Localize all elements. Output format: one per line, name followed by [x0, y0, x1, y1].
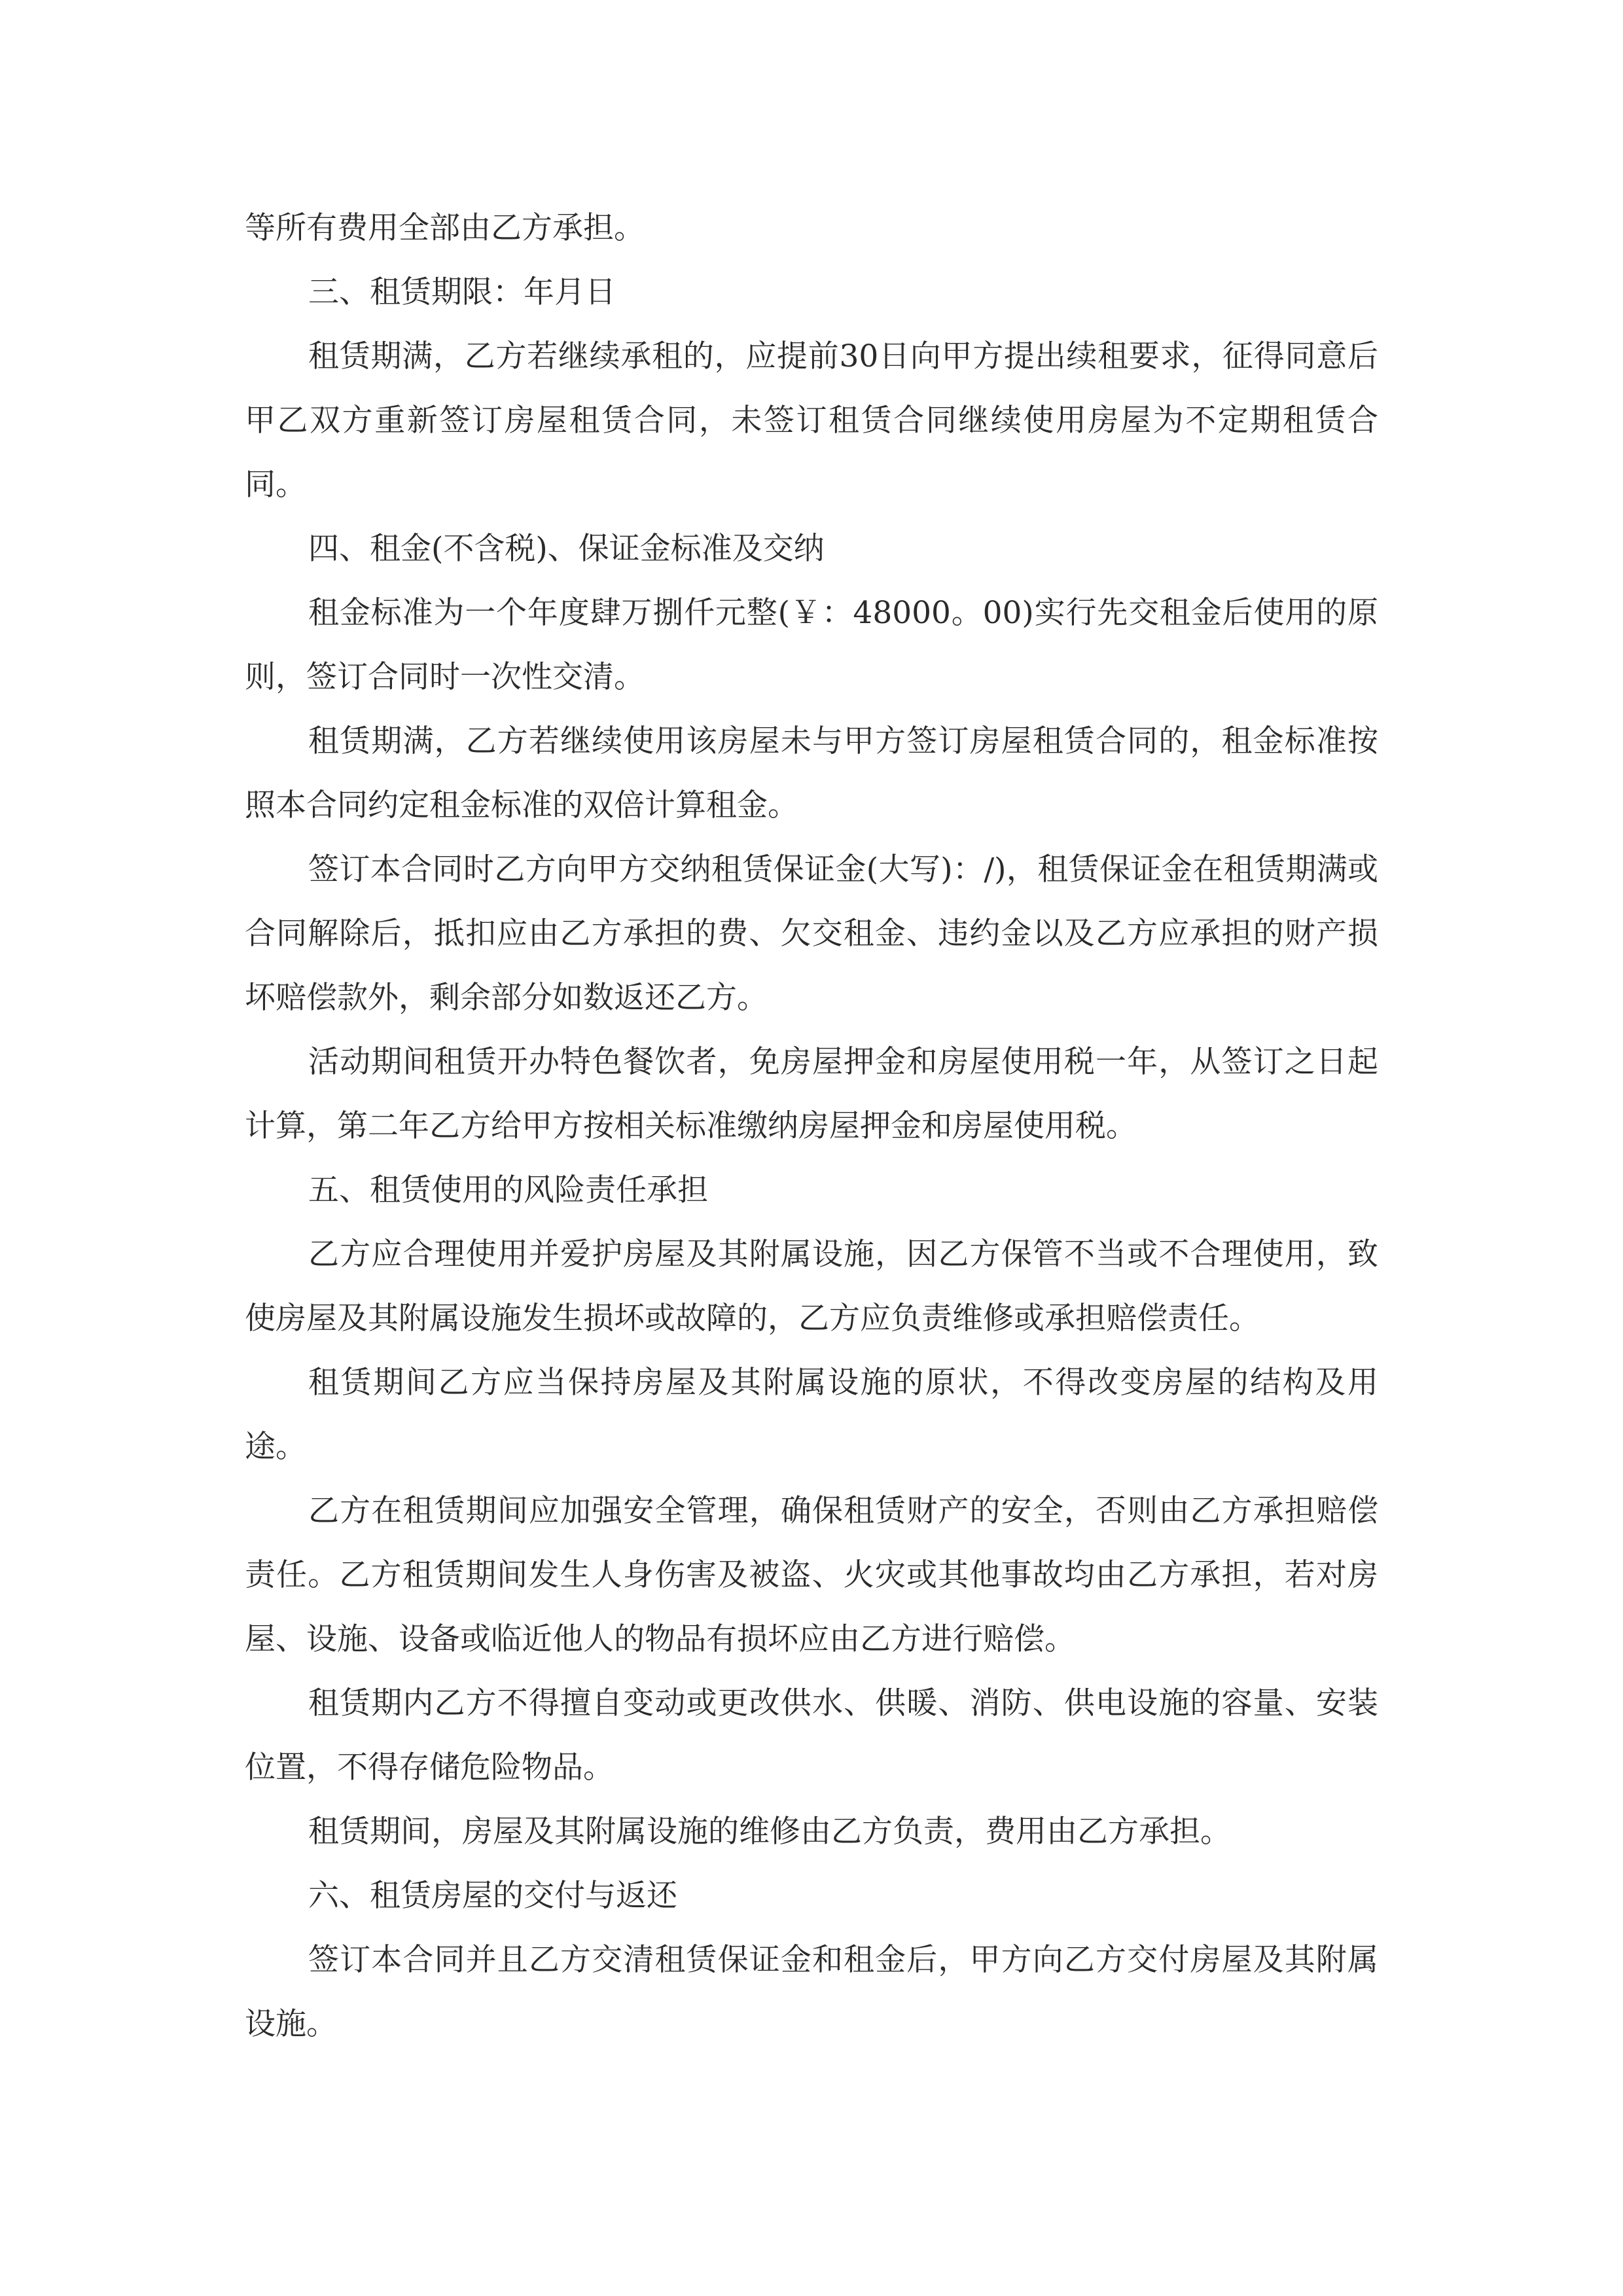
paragraph-overdue-rent: 租赁期满，乙方若继续使用该房屋未与甲方签订房屋租赁合同的，租金标准按照本合同约定租金标准的双倍计算租金。: [245, 723, 1378, 823]
paragraph-safety-management: 乙方在租赁期间应加强安全管理，确保租赁财产的安全，否则由乙方承担赔偿责任。乙方租赁期间发生人身伤害及被盗、火灾或其他事故均由乙方承担，若对房屋、设施、设备或临近他人的物品有损坏应由乙方进行赔偿。: [245, 1493, 1378, 1657]
paragraph-continuation: 等所有费用全部由乙方承担。: [245, 210, 645, 246]
section-heading-delivery-return: 六、租赁房屋的交付与返还: [308, 1878, 677, 1914]
paragraph-proper-use: 乙方应合理使用并爱护房屋及其附属设施，因乙方保管不当或不合理使用，致使房屋及其附属设施发生损坏或故障的，乙方应负责维修或承担赔偿责任。: [245, 1236, 1378, 1336]
paragraph-maintenance: 租赁期间，房屋及其附属设施的维修由乙方负责，费用由乙方承担。: [308, 1814, 1231, 1850]
document-body: [245, 196, 1378, 2056]
section-heading-rent-deposit: 四、租金(不含税)、保证金标准及交纳: [308, 531, 825, 567]
paragraph-preserve-structure: 租赁期间乙方应当保持房屋及其附属设施的原状，不得改变房屋的结构及用途。: [245, 1365, 1378, 1465]
paragraph-security-deposit: 签订本合同时乙方向甲方交纳租赁保证金(大写)：/)，租赁保证金在租赁期满或合同解除后，抵扣应由乙方承担的费、欠交租金、违约金以及乙方应承担的财产损坏赔偿款外，剩余部分如数返还乙方。: [245, 852, 1378, 1016]
section-heading-risk-liability: 五、租赁使用的风险责任承担: [308, 1172, 708, 1208]
paragraph-rent-standard: 租金标准为一个年度肆万捌仟元整(￥：48000。00)实行先交租金后使用的原则，签订合同时一次性交清。: [245, 595, 1378, 695]
paragraph-lease-renewal: 租赁期满，乙方若继续承租的，应提前30日向甲方提出续租要求，征得同意后甲乙双方重新签订房屋租赁合同，未签订租赁合同继续使用房屋为不定期租赁合同。: [245, 338, 1378, 503]
paragraph-facility-changes: 租赁期内乙方不得擅自变动或更改供水、供暖、消防、供电设施的容量、安装位置，不得存储危险物品。: [245, 1685, 1378, 1785]
section-heading-lease-term: 三、租赁期限：年月日: [308, 274, 616, 310]
paragraph-restaurant-exemption: 活动期间租赁开办特色餐饮者，免房屋押金和房屋使用税一年，从签订之日起计算，第二年乙方给甲方按相关标准缴纳房屋押金和房屋使用税。: [245, 1044, 1378, 1144]
paragraph-delivery: 签订本合同并且乙方交清租赁保证金和租金后，甲方向乙方交付房屋及其附属设施。: [245, 1942, 1378, 2042]
